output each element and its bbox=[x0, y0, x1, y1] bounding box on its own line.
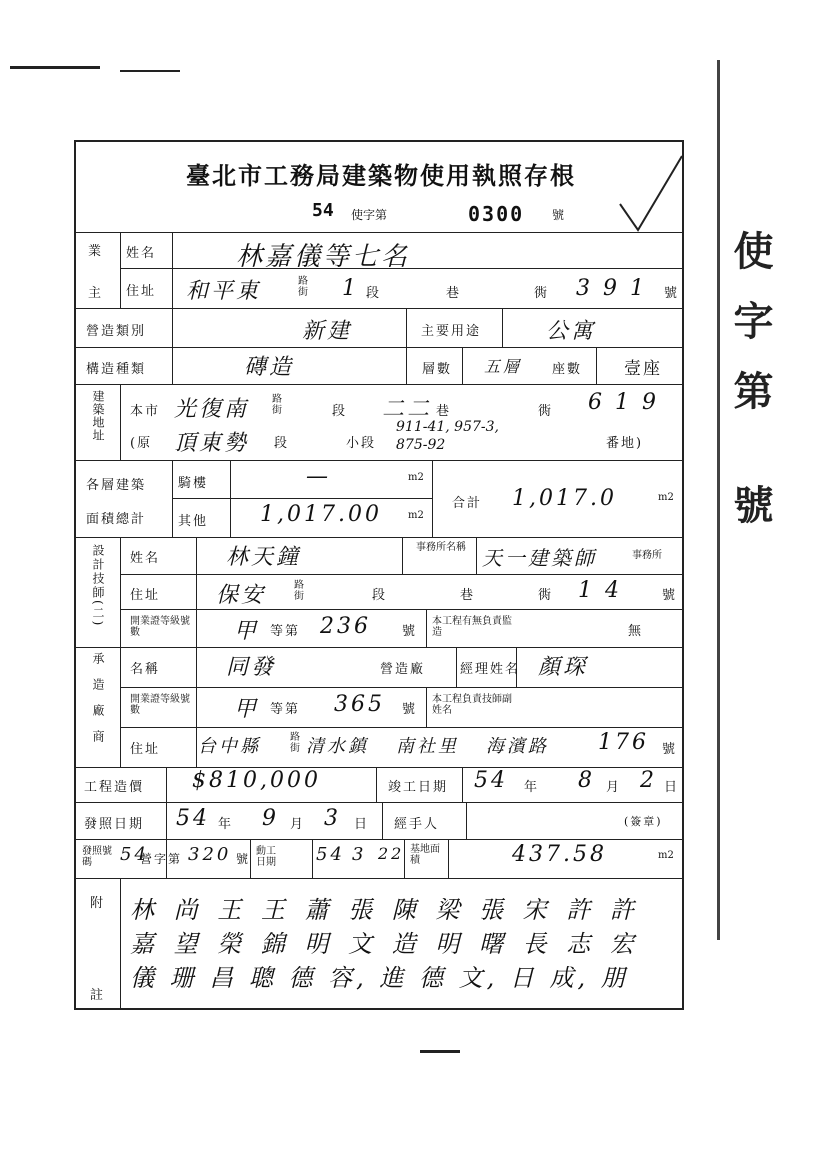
supervise-value: 無 bbox=[628, 624, 644, 639]
owner-address-label: 住址 bbox=[126, 284, 157, 299]
site-lane: 二二 bbox=[382, 397, 433, 422]
owner-name-value: 林嘉儀等七名 bbox=[236, 242, 411, 272]
license-suffix: 號 bbox=[552, 208, 565, 222]
site-label: 建築地址 bbox=[91, 390, 105, 442]
notes-line-3: 儀 珊 昌 聰 德 容, 進 德 文, 日 成, 朋 bbox=[130, 964, 629, 992]
site-section-unit: 段 bbox=[332, 404, 348, 419]
issue-day-unit: 日 bbox=[354, 817, 370, 832]
total-value: 1,017.0 bbox=[512, 486, 617, 511]
license-year: 54 bbox=[312, 200, 334, 221]
permit-number-label: 發照號碼 bbox=[82, 846, 112, 868]
designer-group-label: 設計技師(二) bbox=[91, 544, 105, 628]
site-lots: 911-41, 957-3, 875-92 bbox=[396, 419, 499, 453]
supervise-label: 本工程有無負責監造 bbox=[432, 616, 512, 638]
done-day-unit: 日 bbox=[664, 780, 680, 795]
notes-line-1: 林 尚 王 王 蕭 張 陳 梁 張 宋 許 許 bbox=[130, 896, 640, 924]
scan-mark bbox=[10, 66, 100, 69]
area-label-1: 各層建築 bbox=[86, 478, 147, 493]
site-paren: (原 bbox=[130, 436, 153, 451]
start-month: 3 bbox=[352, 844, 367, 865]
designer-section-unit: 段 bbox=[372, 588, 388, 603]
done-year: 54 bbox=[474, 768, 508, 793]
arcade-label: 騎樓 bbox=[178, 476, 209, 491]
construction-type-label: 營造類別 bbox=[86, 324, 147, 339]
main-use-value: 公寓 bbox=[546, 319, 597, 344]
designer-address-label: 住址 bbox=[130, 588, 161, 603]
owner-section-unit: 段 bbox=[366, 286, 382, 301]
site-lots-unit: 番地) bbox=[606, 436, 644, 451]
contractor-address-county: 台中縣 bbox=[198, 736, 261, 757]
contractor-cert-suffix: 號 bbox=[402, 702, 418, 717]
contractor-village: 南社里 bbox=[396, 736, 459, 757]
designer-cert-no: 236 bbox=[320, 614, 371, 639]
issue-month-unit: 月 bbox=[290, 817, 306, 832]
site-city: 本市 bbox=[130, 404, 161, 419]
start-day: 22 bbox=[378, 844, 405, 863]
contractor-address-label: 住址 bbox=[130, 742, 161, 757]
owner-lane-unit: 巷 bbox=[446, 286, 462, 301]
permit-form bbox=[74, 140, 684, 1010]
other-unit: m2 bbox=[408, 510, 424, 521]
site-area-label: 基地面積 bbox=[410, 844, 440, 866]
contractor-town: 清水鎮 bbox=[306, 736, 369, 757]
site-area-unit: m2 bbox=[658, 850, 674, 861]
owner-group-label-1: 業 bbox=[88, 244, 104, 259]
owner-alley-unit: 衖 bbox=[534, 286, 550, 301]
owner-section: 1 bbox=[342, 276, 359, 301]
site-number: 6 1 9 bbox=[588, 390, 659, 415]
scan-mark bbox=[717, 60, 720, 940]
site-former-unit: 段 bbox=[274, 436, 290, 451]
contractor-name-label: 名稱 bbox=[130, 662, 161, 677]
scan-mark bbox=[420, 1050, 460, 1053]
site-former-name: 頂東勢 bbox=[174, 431, 250, 456]
engineer-label: 本工程負責技師副姓名 bbox=[432, 694, 512, 716]
contractor-street: 海濱路 bbox=[486, 736, 549, 757]
designer-name-label: 姓名 bbox=[130, 551, 161, 566]
owner-number: 3 9 1 bbox=[576, 276, 647, 301]
license-number: 0300 bbox=[468, 202, 525, 226]
scan-mark bbox=[120, 70, 180, 72]
designer-lane-unit: 巷 bbox=[460, 588, 476, 603]
designer-cert-mid: 等第 bbox=[270, 624, 301, 639]
done-month-unit: 月 bbox=[606, 780, 622, 795]
contractor-number-unit: 號 bbox=[662, 742, 678, 757]
contractor-cert-label: 開業證等級號數 bbox=[130, 694, 190, 716]
site-alley-unit: 衖 bbox=[538, 404, 554, 419]
issue-month: 9 bbox=[262, 806, 279, 831]
permit-suffix: 號 bbox=[236, 852, 251, 866]
firm-value: 天一建築師 bbox=[482, 546, 597, 570]
contractor-road-unit: 路街 bbox=[290, 732, 300, 754]
form-title: 臺北市工務局建築物使用執照存根 bbox=[186, 161, 576, 190]
designer-cert-label: 開業證等級號數 bbox=[130, 616, 190, 638]
sign-label: (簽章) bbox=[624, 815, 663, 828]
designer-alley-unit: 衖 bbox=[538, 588, 554, 603]
contractor-name-value: 同發 bbox=[226, 655, 277, 680]
structure-value: 磚造 bbox=[244, 355, 295, 380]
issue-day: 3 bbox=[324, 806, 341, 831]
designer-address-value: 保安 bbox=[216, 583, 267, 608]
owner-name-label: 姓名 bbox=[126, 246, 157, 261]
designer-road-unit: 路街 bbox=[294, 580, 304, 602]
designer-number: 1 4 bbox=[578, 578, 622, 603]
notes-label-2: 註 bbox=[90, 988, 106, 1003]
side-stamp: 使字第 號 bbox=[727, 230, 774, 554]
done-month: 8 bbox=[578, 768, 595, 793]
area-label-2: 面積總計 bbox=[86, 512, 147, 527]
site-road: 光復南 bbox=[174, 397, 250, 422]
permit-mid: 營字第 bbox=[140, 852, 183, 866]
issue-year: 54 bbox=[176, 806, 210, 831]
contractor-cert-grade: 甲 bbox=[234, 697, 260, 722]
site-subsection: 小段 bbox=[346, 436, 377, 451]
owner-group-label-2: 主 bbox=[88, 286, 104, 301]
notes-line-2: 嘉 望 榮 錦 明 文 造 明 曙 長 志 宏 bbox=[130, 930, 640, 958]
site-road-unit: 路街 bbox=[272, 394, 282, 416]
floors-label: 層數 bbox=[422, 362, 453, 377]
permit-prefix: 54 bbox=[120, 844, 149, 865]
designer-cert-grade: 甲 bbox=[234, 619, 260, 644]
firm-label: 事務所名稱 bbox=[416, 542, 466, 553]
designer-number-unit: 號 bbox=[662, 588, 678, 603]
units-label: 座數 bbox=[552, 362, 583, 377]
permit-number: 320 bbox=[188, 844, 232, 865]
contractor-type-label: 營造廠 bbox=[380, 662, 426, 677]
total-label: 合計 bbox=[452, 496, 483, 511]
notes-label-1: 附 bbox=[90, 896, 106, 911]
contractor-group-label: 承造廠商 bbox=[91, 652, 105, 756]
handler-label: 經手人 bbox=[394, 817, 440, 832]
start-year: 54 bbox=[316, 844, 345, 865]
check-mark bbox=[616, 152, 686, 232]
designer-cert-suffix: 號 bbox=[402, 624, 418, 639]
start-label: 動工日期 bbox=[256, 846, 276, 868]
arcade-value: — bbox=[306, 464, 331, 489]
contractor-number: 176 bbox=[598, 730, 649, 755]
other-label: 其他 bbox=[178, 514, 209, 529]
cost-label: 工程造價 bbox=[84, 780, 145, 795]
done-day: 2 bbox=[640, 768, 657, 793]
manager-label: 經理姓名 bbox=[460, 662, 521, 677]
structure-label: 構造種類 bbox=[86, 362, 147, 377]
contractor-cert-mid: 等第 bbox=[270, 702, 301, 717]
done-year-unit: 年 bbox=[524, 780, 540, 795]
arcade-unit: m2 bbox=[408, 472, 424, 483]
designer-name-value: 林天鐘 bbox=[226, 545, 302, 570]
owner-number-unit: 號 bbox=[664, 286, 680, 301]
total-unit: m2 bbox=[658, 492, 674, 503]
contractor-cert-no: 365 bbox=[334, 692, 385, 717]
site-area-value: 437.58 bbox=[512, 842, 607, 867]
owner-road: 和平東 bbox=[186, 279, 262, 304]
firm-suffix: 事務所 bbox=[632, 550, 662, 561]
site-lane-unit: 巷 bbox=[436, 404, 452, 419]
floors-value: 五層 bbox=[484, 357, 523, 376]
manager-value: 顏琛 bbox=[538, 655, 589, 680]
main-use-label: 主要用途 bbox=[421, 324, 482, 339]
other-value: 1,017.00 bbox=[260, 502, 382, 527]
owner-road-unit: 路街 bbox=[298, 276, 308, 298]
cost-value: $810,000 bbox=[192, 768, 321, 793]
issue-year-unit: 年 bbox=[218, 817, 234, 832]
license-prefix: 使字第 bbox=[351, 208, 388, 222]
units-value: 壹座 bbox=[624, 359, 662, 379]
construction-type-value: 新建 bbox=[302, 319, 353, 344]
done-label: 竣工日期 bbox=[388, 780, 449, 795]
issue-label: 發照日期 bbox=[84, 817, 145, 832]
